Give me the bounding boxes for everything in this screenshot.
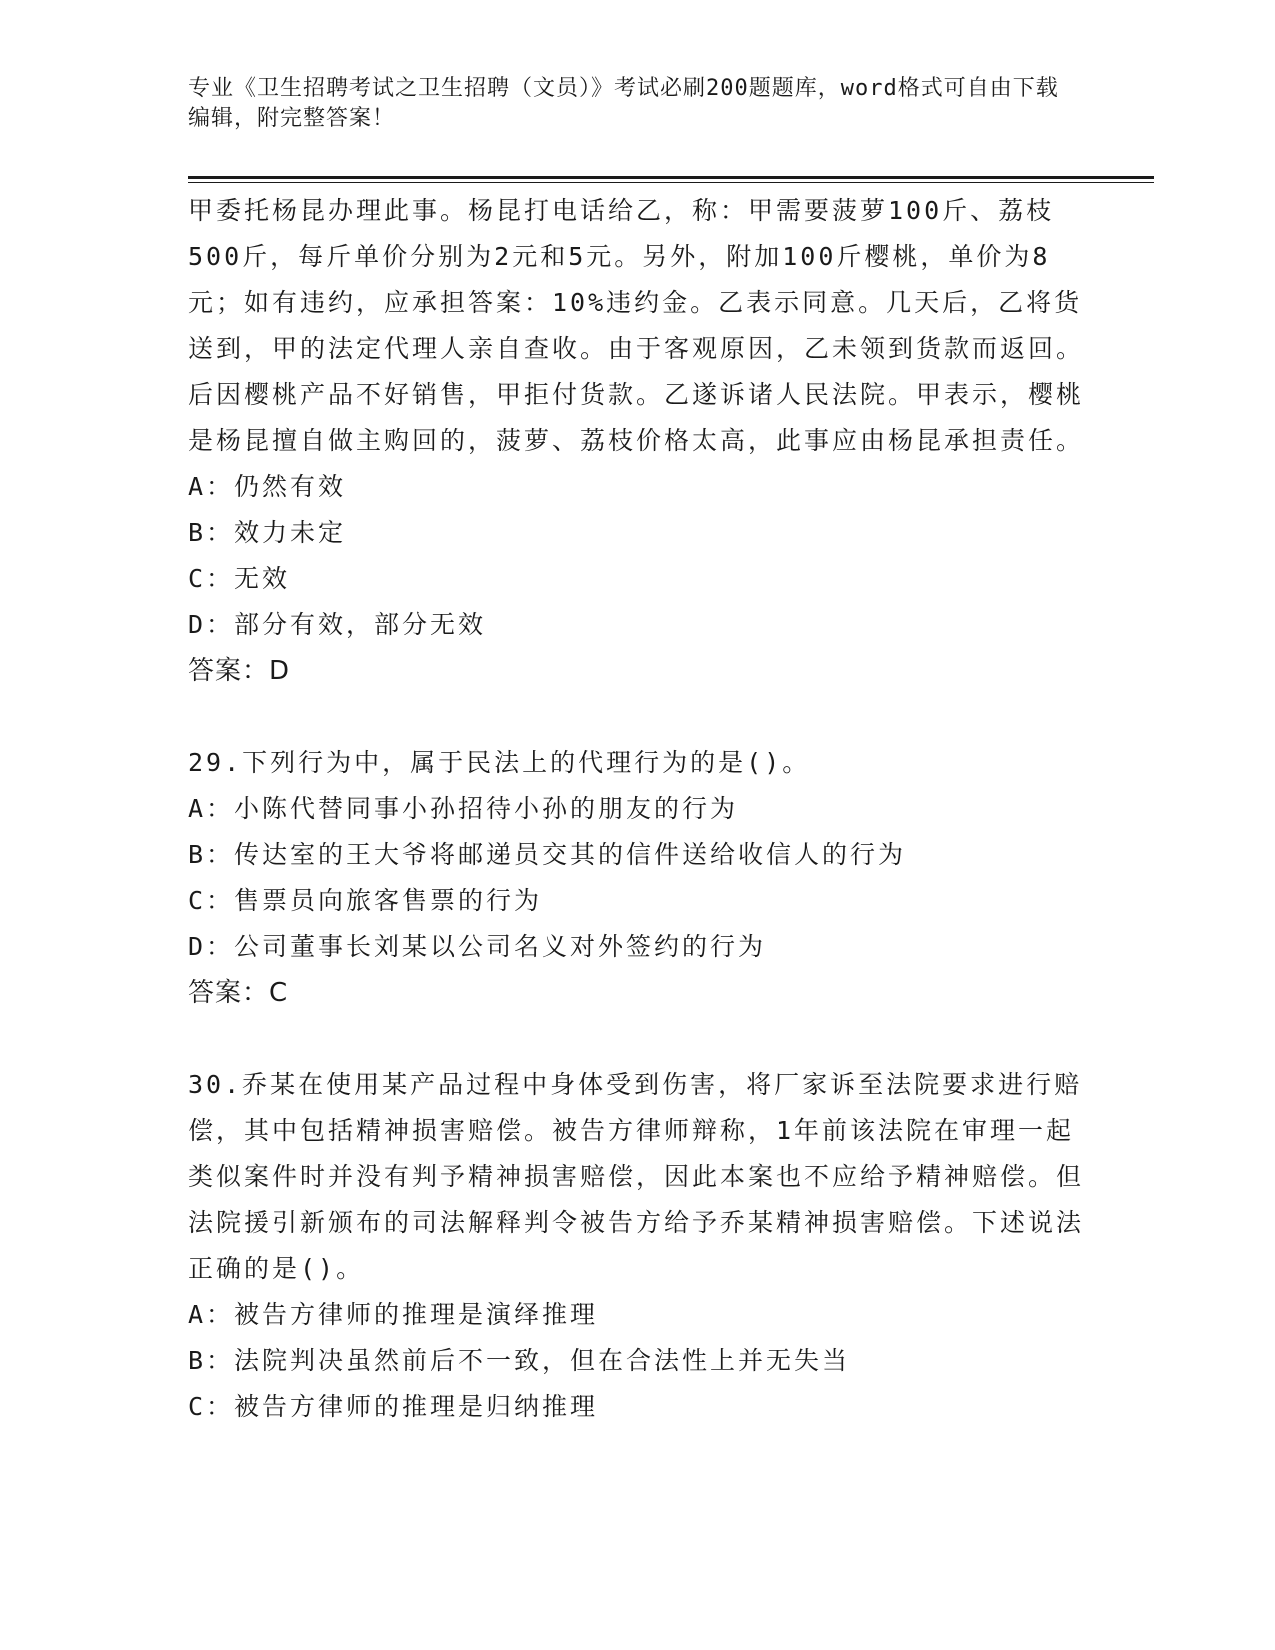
question-28-text: 甲委托杨昆办理此事。杨昆打电话给乙，称：甲需要菠萝100斤、荔枝500斤，每斤单价分别为2元和5元。另外，附加100斤樱桃，单价为8元；如有违约，应承担答案：10%违约金。乙表示同意。几天后，乙将货送到，甲的法定代理人亲自查收。由于客观原因，乙未领到货款而返回。后因樱桃产品不好销售，甲拒付货款。乙遂诉诸人民法院。甲表示，樱桃是杨昆擅自做主购回的，菠萝、荔枝价格太高，此事应由杨昆承担责任。 <box>188 196 1085 455</box>
spacer <box>188 1016 1088 1062</box>
document-body <box>188 188 1088 1430</box>
header-divider-thick <box>188 176 1154 179</box>
question-29-answer: 答案：C <box>188 978 289 1008</box>
spacer <box>188 694 1088 740</box>
question-29-option-d: D：公司董事长刘某以公司名义对外签约的行为 <box>188 932 767 961</box>
question-30-option-c: C：被告方律师的推理是归纳推理 <box>188 1392 599 1421</box>
question-28-option-a: A：仍然有效 <box>188 472 347 501</box>
question-29-option-b: B：传达室的王大爷将邮递员交其的信件送给收信人的行为 <box>188 840 907 869</box>
header-divider-thin <box>188 182 1154 183</box>
question-30-option-a: A：被告方律师的推理是演绎推理 <box>188 1300 599 1329</box>
question-29-option-c: C：售票员向旅客售票的行为 <box>188 886 543 915</box>
question-30-option-b: B：法院判决虽然前后不一致，但在合法性上并无失当 <box>188 1346 851 1375</box>
question-28-option-c: C：无效 <box>188 564 291 593</box>
question-29-text: 29.下列行为中，属于民法上的代理行为的是()。 <box>188 748 811 777</box>
question-29-option-a: A：小陈代替同事小孙招待小孙的朋友的行为 <box>188 794 739 823</box>
question-28-option-b: B：效力未定 <box>188 518 347 547</box>
question-30-text: 30.乔某在使用某产品过程中身体受到伤害，将厂家诉至法院要求进行赔偿，其中包括精神损害赔偿。被告方律师辩称，1年前该法院在审理一起类似案件时并没有判予精神损害赔偿，因此本案也不应给予精神赔偿。但法院援引新颁布的司法解释判令被告方给予乔某精神损害赔偿。下述说法正确的是()。 <box>188 1070 1085 1283</box>
question-28-answer: 答案：D <box>188 656 291 686</box>
document-header: 专业《卫生招聘考试之卫生招聘（文员）》考试必刷200题题库，word格式可自由下载编辑，附完整答案！ <box>188 76 1059 131</box>
question-28-option-d: D：部分有效，部分无效 <box>188 610 487 639</box>
